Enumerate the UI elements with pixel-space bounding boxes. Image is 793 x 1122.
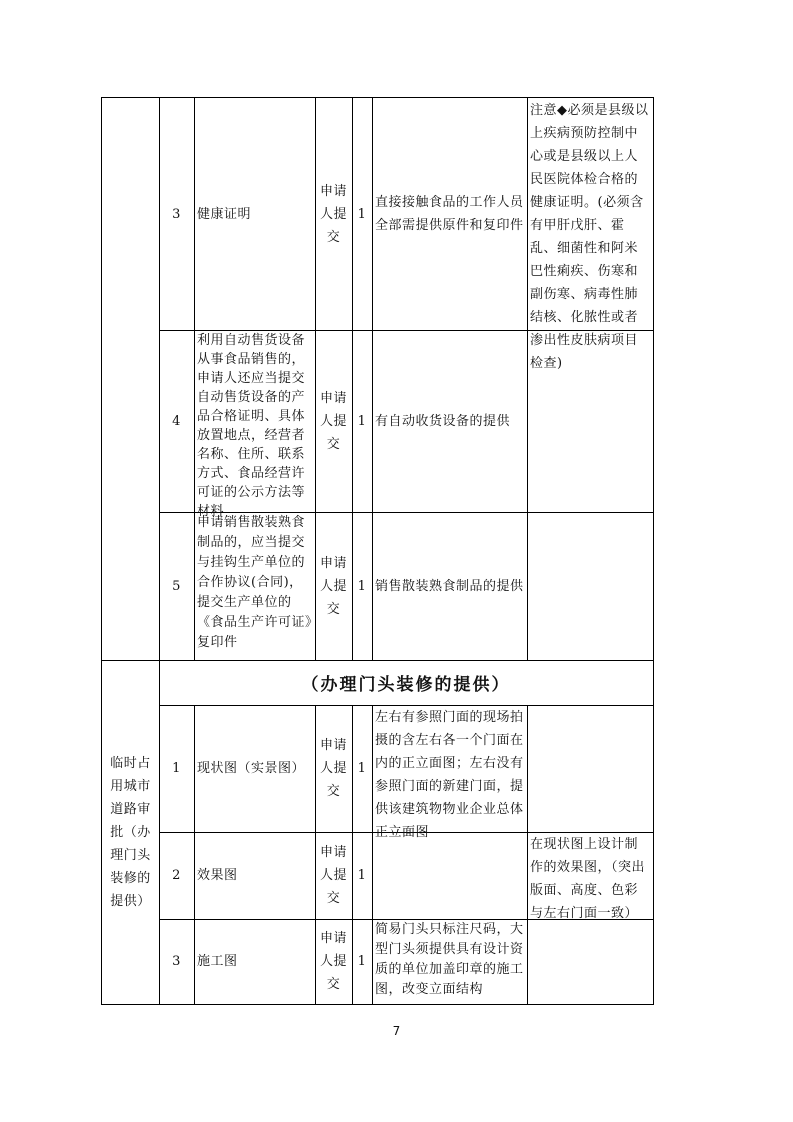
- row-number: 3: [159, 919, 195, 1005]
- copy-count: 1: [352, 919, 373, 1005]
- material-source: 申请人提交: [315, 832, 353, 920]
- material-requirement: [372, 832, 528, 920]
- material-requirement: 左右有参照门面的现场拍摄的含左右各一个门面在内的正立面图；左右没有参照门面的新建门面，提供该建筑物物业企业总体正立面图: [372, 705, 528, 833]
- material-note: [527, 705, 654, 833]
- material-name: 利用自动售货设备从事食品销售的，申请人还应当提交自动售货设备的产品合格证明、具体放置地点，经营者名称、住所、联系方式、食品经营许可证的公示方法等材料: [194, 330, 316, 513]
- material-note: [527, 919, 654, 1005]
- material-requirement: 销售散装熟食制品的提供: [372, 512, 528, 661]
- category-cell: 临时占用城市道路审批（办理门头装修的提供）: [101, 660, 160, 1005]
- copy-count: 1: [352, 832, 373, 920]
- row-number: 2: [159, 832, 195, 920]
- material-note: [527, 512, 654, 661]
- row-number: 5: [159, 512, 195, 661]
- material-name: 效果图: [194, 832, 316, 920]
- material-source: 申请人提交: [315, 512, 353, 661]
- material-name: 现状图（实景图）: [194, 705, 316, 833]
- section-heading: （办理门头装修的提供）: [159, 660, 654, 706]
- row-number: 3: [159, 97, 195, 331]
- copy-count: 1: [352, 512, 373, 661]
- material-source: 申请人提交: [315, 330, 353, 513]
- material-requirement: 简易门头只标注尺码，大型门头须提供具有设计资质的单位加盖印章的施工图，改变立面结构: [372, 919, 528, 1005]
- material-requirement: 直接接触食品的工作人员全部需提供原件和复印件: [372, 97, 528, 331]
- material-note: [527, 330, 654, 513]
- row-number: 1: [159, 705, 195, 833]
- material-requirement: 有自动收货设备的提供: [372, 330, 528, 513]
- row-number: 4: [159, 330, 195, 513]
- material-source: 申请人提交: [315, 97, 353, 331]
- copy-count: 1: [352, 330, 373, 513]
- material-name: 施工图: [194, 919, 316, 1005]
- material-name: 健康证明: [194, 97, 316, 331]
- category-cell-continued: [101, 97, 160, 661]
- copy-count: 1: [352, 97, 373, 331]
- page-number: 7: [392, 1024, 401, 1038]
- copy-count: 1: [352, 705, 373, 833]
- material-note: 注意◆必须是县级以上疾病预防控制中心或是县级以上人民医院体检合格的健康证明。(必须含有甲肝戊肝、霍乱、细菌性和阿米巴性痢疾、伤寒和副伤寒、病毒性肺结核、化脓性或者渗出性皮肤病项目检查): [527, 97, 654, 331]
- material-note: 在现状图上设计制作的效果图，（突出版面、高度、色彩与左右门面一致）: [527, 832, 654, 920]
- material-source: 申请人提交: [315, 919, 353, 1005]
- material-name: 申请销售散装熟食制品的，应当提交与挂钩生产单位的合作协议(合同)，提交生产单位的《食品生产许可证》复印件: [194, 512, 316, 661]
- material-source: 申请人提交: [315, 705, 353, 833]
